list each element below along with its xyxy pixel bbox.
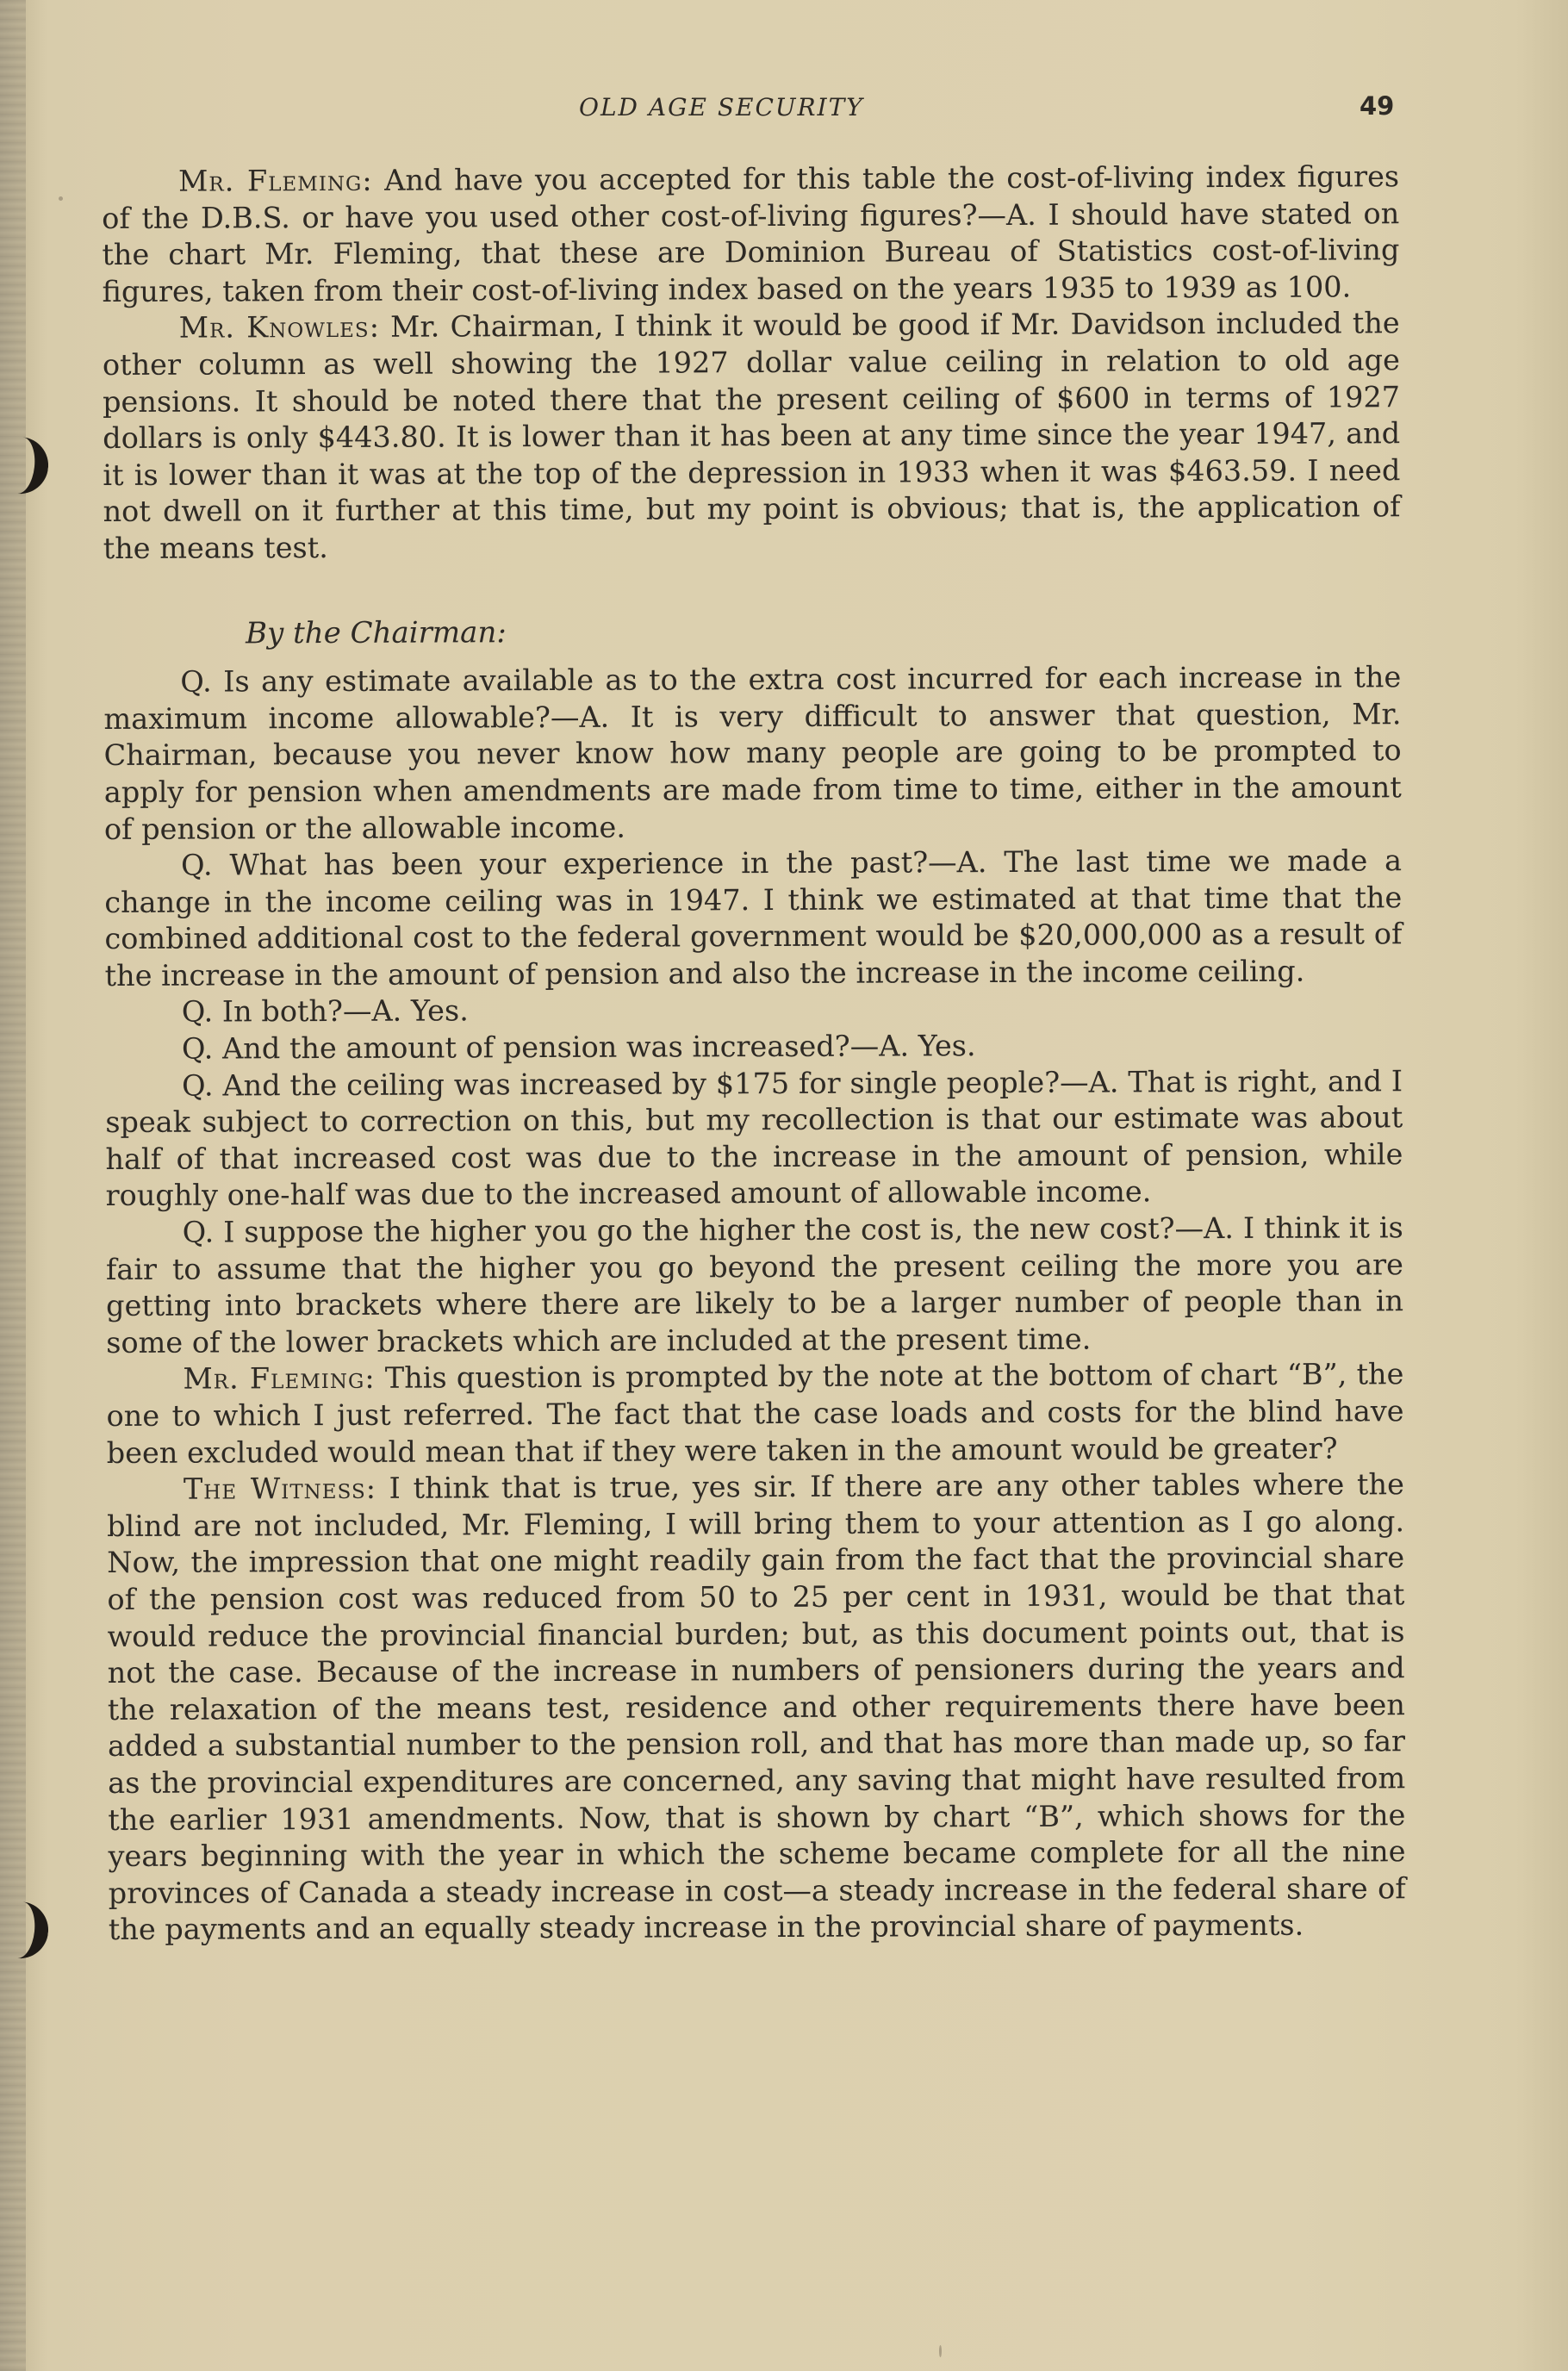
section-spacer [103,563,1401,616]
paragraph [106,1357,1403,1472]
binding-hole-icon [3,1901,52,1962]
paper-speck [939,2345,942,2357]
speaker-name: Mr. Fleming: [178,163,373,198]
paragraph: Q. And the amount of pension was increased?—A. Yes. [181,1029,976,1066]
body-text [102,159,1406,1949]
paragraph [103,306,1401,568]
paragraph: Q. In both?—A. Yes. [181,993,469,1030]
binding-hole-icon [3,436,52,497]
paragraph: Q. What has been your experience in the past?—A. The last time we made a change in the income ceiling was in 1947. I think we estimated at that time that the combined additional cost to the federal government would be $20,000,000 as a result of the increase in the amount of pension and also the increase in the income ceiling. [104,843,1403,993]
paragraph-text: And have you accepted for this table the cost-of-living index figures of the D.B.S. or have you used other cost-of-living figures?—A. I should have stated on the chart Mr. Fleming, that these are Dominion Bureau of Statistics cost-of-living figures, taken from their cost-of-living index based on the years 1935 to 1939 as 100. [102,159,1400,308]
paragraph: Q. Is any estimate available as to the extra cost incurred for each increase in the maximum income allowable?—A. It is very difficult to answer that question, Mr. Chairman, because you never know how many people are going to be prompted to apply for pension when amendments are made from time to time, either in the amount of pension or the allowable income. [103,660,1402,846]
paragraph: Q. And the ceiling was increased by $175 for single people?—A. That is right, and I speak subject to correction on this, but my recollection is that our estimate was about half of that increased cost was due to the increase in the amount of pension, while roughly one-half was due to the increased amount of allowable income. [105,1063,1403,1213]
page-header [0,93,1568,128]
paper-speck [59,196,63,201]
section-heading: By the Chairman: [246,614,507,650]
speaker-name: Mr. Fleming: [183,1361,376,1397]
paragraph-text: Mr. Chairman, I think it would be good if Mr. Davidson included the other column as well showing the 1927 dollar value ceiling in relation to old age pensions. It should be noted there that the present ceiling of $600 in terms of 1927 dollars is only $443.80. It is lower than it has been at any time since the year 1947, and it is lower than it was at the top of the depression in 1933 when it was $463.59. I need not dwell on it further at this time, but my point is obvious; that is, the application of the means test. [102,306,1401,565]
page-number: 49 [1360,91,1395,121]
paragraph [107,1466,1406,1948]
speaker-name: Mr. Knowles: [178,310,381,345]
paragraph [102,159,1400,310]
paragraph: Q. I suppose the higher you go the higher the cost is, the new cost?—A. I think it is fair to assume that the higher you go beyond the present ceiling the more you are getting into brackets where there are likely to be a larger number of people than in some of the lower brackets which are included at the present time. [105,1210,1404,1360]
page-binding-edge [0,0,26,2371]
running-title: OLD AGE SECURITY [579,93,864,121]
speaker-name: The Witness: [183,1471,377,1506]
paragraph-text: I think that is true, yes sir. If there are any other tables where the blind are not included, Mr. Fleming, I will bring them to your attention as I go along. Now, the impression that one might readily gain from the fact that the provincial share of the pension cost was reduced from 50 to 25 per cent in 1931, would be that that would reduce the provincial financial burden; but, as this document points out, that is not the case. Because of the increase in numbers of pensioners during the years and the relaxation of the means test, residence and other requirements there have been added a substantial number to the pension roll, and that has more than made up, so far as the provincial expenditures are concerned, any saving that might have resulted from the earlier 1931 amendments. Now, that is shown by chart “B”, which shows for the years beginning with the year in which the scheme became complete for all the nine provinces of Canada a steady increase in cost—a steady increase in the federal share of the payments and an equally steady increase in the provincial share of payments. [106,1467,1406,1947]
paragraph-text: This question is prompted by the note at the bottom of chart “B”, the one to which I just referred. The fact that the case loads and costs for the blind have been excluded would mean that if they were taken in the amount would be greater? [106,1357,1404,1470]
